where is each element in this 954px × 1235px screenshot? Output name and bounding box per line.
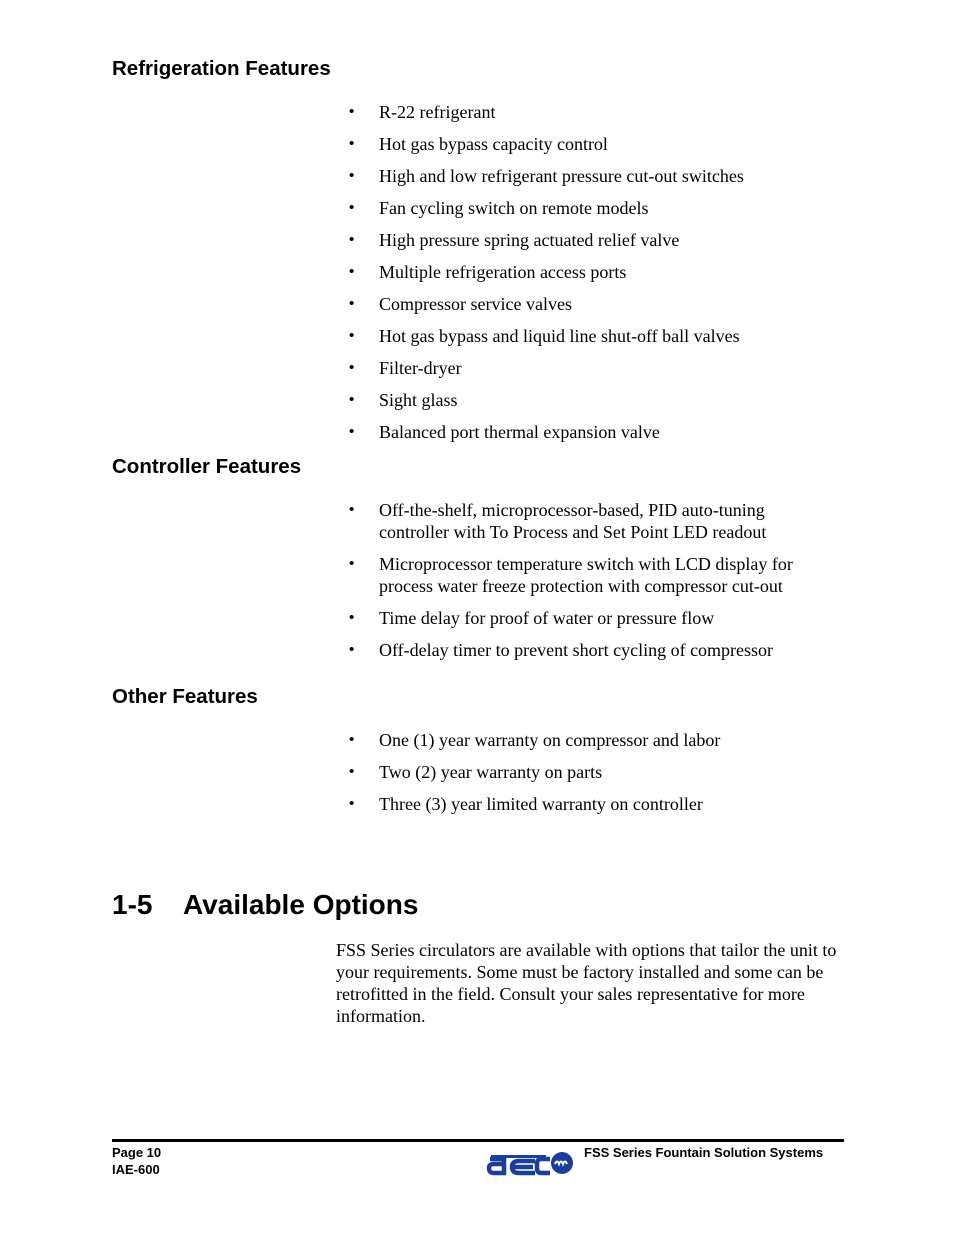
list-item: • Two (2) year warranty on parts <box>338 761 838 783</box>
list-item: • Off-the-shelf, microprocessor-based, PID auto-tuning controller with To Process and Set Point LED readout <box>338 499 838 543</box>
page-number: Page 10 <box>112 1145 162 1160</box>
list-item: • R-22 refrigerant <box>338 101 838 123</box>
refrigeration-heading: Refrigeration Features <box>112 57 331 80</box>
other-list <box>338 729 838 825</box>
options-paragraph: FSS Series circulators are available with options that tailor the unit to your requirements. Some must be factory installed and some can be retrofitted in the field. Consult your sales representative for more information. <box>336 940 837 1026</box>
list-item: • One (1) year warranty on compressor and labor <box>338 729 838 751</box>
list-item: • Compressor service valves <box>338 293 838 315</box>
list-item: • Off-delay timer to prevent short cycling of compressor <box>338 639 838 661</box>
list-item: • Fan cycling switch on remote models <box>338 197 838 219</box>
other-heading: Other Features <box>112 685 258 708</box>
list-item: • High and low refrigerant pressure cut-out switches <box>338 165 838 187</box>
list-item: • Three (3) year limited warranty on controller <box>338 793 838 815</box>
footer-rule <box>112 1139 844 1142</box>
list-item: • Filter-dryer <box>338 357 838 379</box>
refrigeration-list <box>338 101 838 453</box>
aec-logo <box>486 1147 576 1182</box>
list-item: • Time delay for proof of water or pressure flow <box>338 607 838 629</box>
section-number: 1-5 <box>112 889 153 920</box>
footer-title: FSS Series Fountain Solution Systems <box>584 1145 824 1160</box>
controller-list <box>338 499 838 671</box>
section-title: Available Options <box>183 889 419 920</box>
list-item: • Hot gas bypass and liquid line shut-off ball valves <box>338 325 838 347</box>
list-item: • Sight glass <box>338 389 838 411</box>
document-id: IAE-600 <box>112 1162 160 1177</box>
options-heading <box>112 887 418 923</box>
list-item: • High pressure spring actuated relief valve <box>338 229 838 251</box>
controller-heading: Controller Features <box>112 455 302 478</box>
list-item: • Multiple refrigeration access ports <box>338 261 838 283</box>
list-item: • Hot gas bypass capacity control <box>338 133 838 155</box>
aec-logo-letters <box>489 1159 550 1173</box>
list-item: • Microprocessor temperature switch with LCD display for process water freeze protection with compressor cut-out <box>338 553 838 597</box>
list-item: • Balanced port thermal expansion valve <box>338 421 838 443</box>
